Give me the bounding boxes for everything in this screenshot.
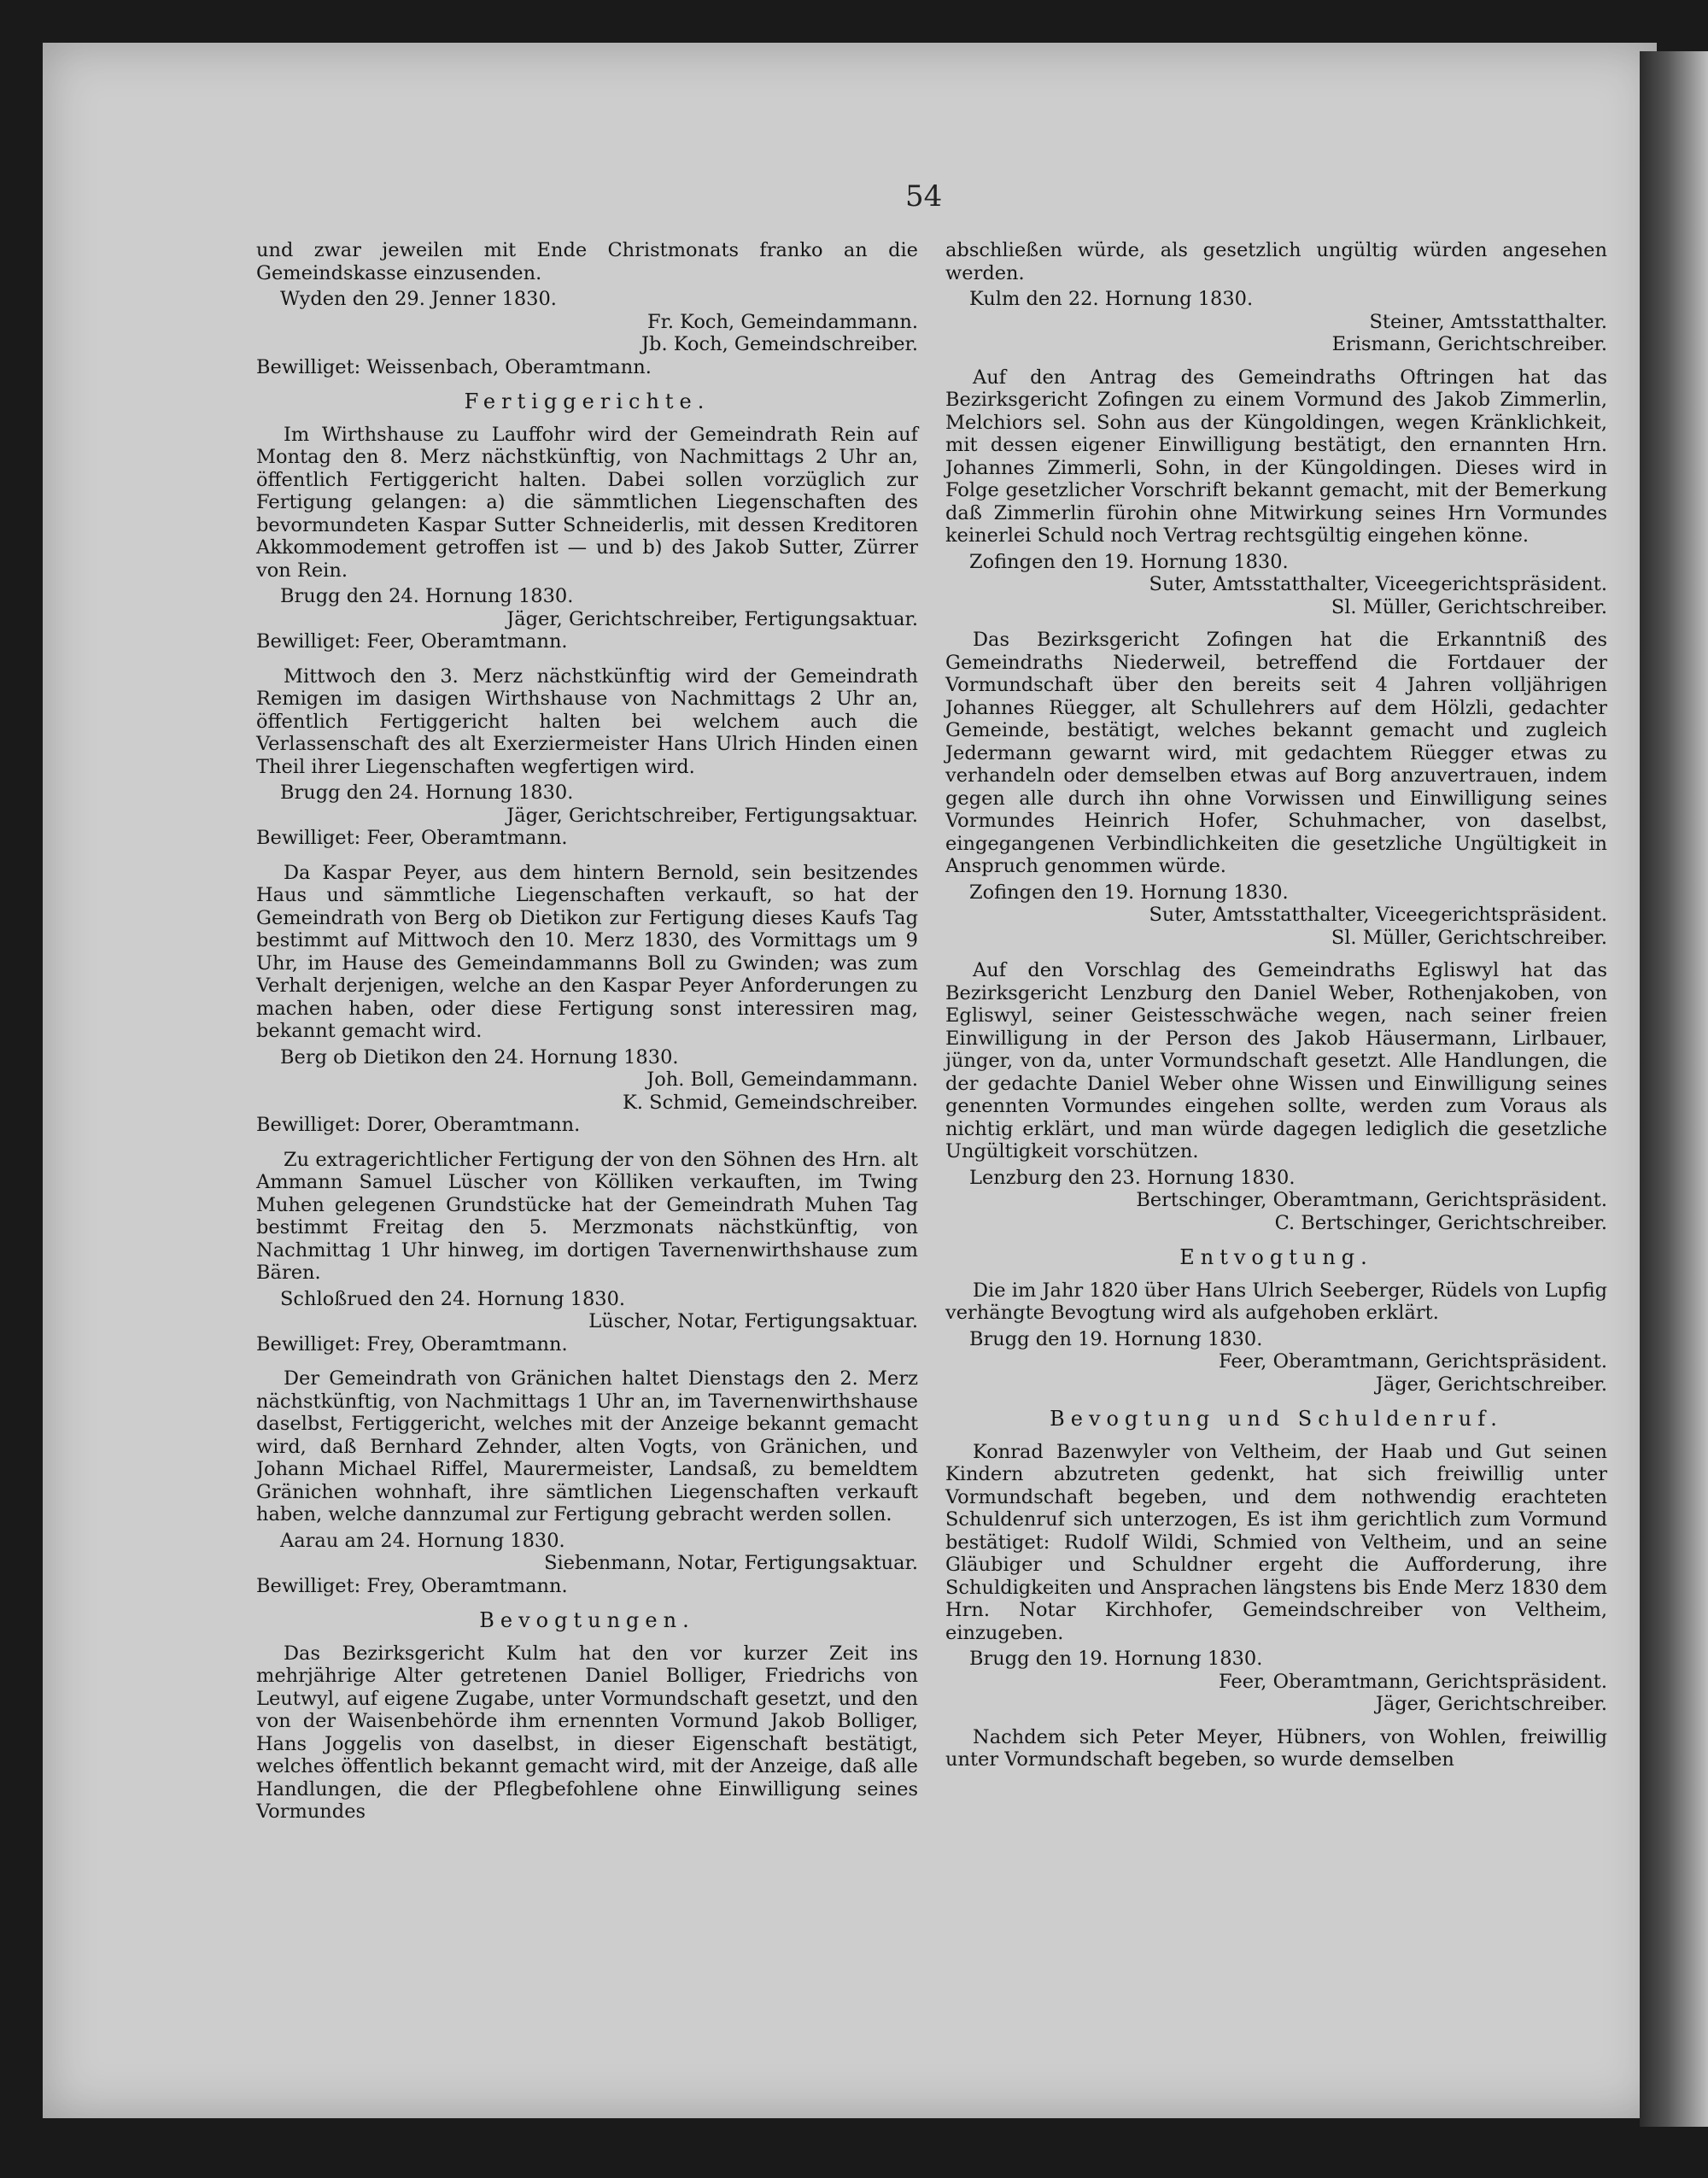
signature-line: Suter, Amtsstatthalter, Viceegerichtspräsident. [1149,904,1607,926]
notice-paragraph: Im Wirthshause zu Lauffohr wird der Gemeindrath Rein auf Montag den 8. Merz nächstkünftig, von Nachmittags 2 Uhr an, öffentlich Fertiggericht halten. Dabei sollen vorzüglich zur Fertigung gelangen: a) die sämmtlichen Liegenschaften des bevormundeten Kaspar Sutter Schneiderlis, mit dessen Kreditoren Akkommodement getroffen ist — und b) des Jakob Sutter, Zürrer von Rein. [256,423,918,582]
place-date-line: Zofingen den 19. Hornung 1830. [969,881,1289,904]
place-date-line: Brugg den 24. Hornung 1830. [280,585,574,607]
signature-line: Siebenmann, Notar, Fertigungsaktuar. [544,1552,918,1574]
notice-paragraph: abschließen würde, als gesetzlich ungültig würden angesehen werden. [945,239,1607,284]
signature-line: Jäger, Gerichtschreiber, Fertigungsaktuar. [506,607,918,630]
signature-line: Jäger, Gerichtschreiber. [1375,1373,1607,1396]
place-date-line: Schloßrued den 24. Hornung 1830. [280,1287,626,1310]
approval-line: Bewilliget: Feer, Oberamtmann. [256,630,568,653]
notice-paragraph: und zwar jeweilen mit Ende Christmonats franko an die Gemeindskasse einzusenden. [256,239,918,284]
signature-line: Feer, Oberamtmann, Gerichtspräsident. [1219,1670,1607,1693]
signature-line: Lüscher, Notar, Fertigungsaktuar. [588,1310,918,1332]
notice-paragraph: Auf den Antrag des Gemeindraths Oftringen hat das Bezirksgericht Zofingen zu einem Vormund des Jakob Zimmerlin, Melchiors sel. Sohn aus der Küngoldingen, wegen Kränklichkeit, mit dessen eigener Einwilligung bestätigt, den ernannten Hrn. Johannes Zimmerli, Sohn, in der Küngoldingen. Dieses wird in Folge gesetzlicher Vorschrift bekannt gemacht, mit der Bemerkung daß Zimmerlin fürohin ohne Mitwirkung seines Hrn Vormundes keinerlei Schuld noch Vertrag rechtsgültig eingehen könne. [945,366,1607,547]
signature-line: Jäger, Gerichtschreiber. [1375,1693,1607,1715]
signature-line: Sl. Müller, Gerichtschreiber. [1331,926,1607,949]
place-date-line: Brugg den 19. Hornung 1830. [969,1648,1263,1670]
place-date-line: Brugg den 24. Hornung 1830. [280,782,574,804]
approval-line: Bewilliget: Frey, Oberamtmann. [256,1574,568,1597]
approval-line: Bewilliget: Dorer, Oberamtmann. [256,1114,581,1136]
notice-paragraph: Das Bezirksgericht Zofingen hat die Erkanntniß des Gemeindraths Niederweil, betreffend die Fortdauer der Vormundschaft über den bereits seit 4 Jahren volljährigen Johannes Rüegger, alt Schullehrers auf dem Hölzli, gedachter Gemeinde, bestätigt, welches bekannt gemacht und zugleich Jedermann gewarnt wird, mit gedachtem Rüegger etwas zu verhandeln oder demselben etwas auf Borg anzuvertrauen, indem gegen alle durch ihn ohne Vorwissen und Einwilligung seines Vormundes Heinrich Hofer, Schuhmacher, von daselbst, eingegangenen Verbindlichkeiten die gesetzliche Ungültigkeit in Anspruch genommen würde. [945,629,1607,877]
place-date-line: Lenzburg den 23. Hornung 1830. [969,1166,1296,1189]
section-heading: Bevogtung und Schuldenruf. [1050,1407,1503,1431]
signature-line: C. Bertschinger, Gerichtschreiber. [1274,1211,1607,1234]
notice-paragraph: Nachdem sich Peter Meyer, Hübners, von Wohlen, freiwillig unter Vormundschaft begeben, so wurde demselben [945,1725,1607,1771]
signature-line: Steiner, Amtsstatthalter. [1369,310,1607,333]
place-date-line: Berg ob Dietikon den 24. Hornung 1830. [280,1045,679,1069]
signature-line: Suter, Amtsstatthalter, Viceegerichtspräsident. [1149,573,1607,595]
signature-line: Sl. Müller, Gerichtschreiber. [1331,595,1607,618]
notice-paragraph: Das Bezirksgericht Kulm hat den vor kurzer Zeit ins mehrjährige Alter getretenen Daniel Bolliger, Friedrichs von Leutwyl, auf eigene Zugabe, unter Vormundschaft gesetzt, und den von der Waisenbehörde ihm ernennten Vormund Jakob Bolliger, Hans Joggelis von daselbst, in dieser Eigenschaft bestätigt, welches öffentlich bekannt gemacht wird, mit der Anzeige, daß alle Handlungen, die der Pflegbefohlene ohne Einwilligung seines Vormundes [256,1642,918,1823]
approval-line: Bewilliget: Weissenbach, Oberamtmann. [256,355,652,378]
signature-line: Jb. Koch, Gemeindschreiber. [641,333,918,355]
signature-line: Erismann, Gerichtschreiber. [1331,333,1607,355]
signature-line: Fr. Koch, Gemeindammann. [646,310,918,333]
notice-paragraph: Die im Jahr 1820 über Hans Ulrich Seeberger, Rüdels von Lupfig verhängte Bevogtung wird als aufgehoben erklärt. [945,1279,1607,1324]
left-column [256,239,918,1827]
right-column [945,239,1607,1775]
signature-line: Bertschinger, Oberamtmann, Gerichtspräsident. [1136,1189,1607,1211]
signature-line: Joh. Boll, Gemeindammann. [646,1069,918,1091]
approval-line: Bewilliget: Feer, Oberamtmann. [256,827,568,849]
notice-paragraph: Da Kaspar Peyer, aus dem hintern Bernold, sein besitzendes Haus und sämmtliche Liegenschaften verkauft, so hat der Gemeindrath von Berg ob Dietikon zur Fertigung dieses Kaufs Tag bestimmt auf Mittwoch den 10. Merz 1830, des Vormittags um 9 Uhr, im Hause des Gemeindammanns Boll zu Gwinden; was zum Verhalt derjenigen, welche an den Kaspar Peyer Anforderungen zu machen haben, oder diese Fertigung sonst interessiren mag, bekannt gemacht wird. [256,861,918,1042]
adjacent-page-edge [1640,51,1708,2127]
spacer [945,1716,1607,1726]
spacer [945,949,1607,959]
signature-line: K. Schmid, Gemeindschreiber. [623,1091,918,1114]
notice-paragraph: Mittwoch den 3. Merz nächstkünftig wird der Gemeindrath Remigen im dasigen Wirthshause von Nachmittags 2 Uhr an, öffentlich Fertiggericht halten bei welchem auch die Verlassenschaft des alt Exerziermeister Hans Ulrich Hinden einen Theil ihrer Liegenschaften wegfertigen wird. [256,665,918,778]
newspaper-page [43,43,1657,2118]
place-date-line: Wyden den 29. Jenner 1830. [280,288,557,310]
spacer [945,618,1607,629]
place-date-line: Kulm den 22. Hornung 1830. [969,288,1254,310]
notice-paragraph: Zu extragerichtlicher Fertigung der von den Söhnen des Hrn. alt Ammann Samuel Lüscher von Kölliken verkauften, im Twing Muhen gelegenen Grundstücke hat der Gemeindrath Muhen Tag bestimmt Freitag den 5. Merzmonats nächstkünftig, von Nachmittag 1 Uhr hinweg, im dortigen Tavernenwirthshause zum Bären. [256,1148,918,1284]
approval-line: Bewilliget: Frey, Oberamtmann. [256,1332,568,1355]
spacer [945,356,1607,366]
notice-paragraph: Der Gemeindrath von Gränichen haltet Dienstags den 2. Merz nächstkünftig, von Nachmittags 1 Uhr an, im Tavernenwirthshause daselbst, Fertiggericht, welches mit der Anzeige bekannt gemacht wird, daß Bernhard Zehnder, alten Vogts, von Gränichen, und Johann Michael Riffel, Maurermeister, Landsaß, zu bemeldtem Gränichen wohnhaft, ihre sämtlichen Liegenschaften verkauft haben, welche dannzumal zur Fertigung gebracht werden sollen. [256,1367,918,1525]
notice-paragraph: Auf den Vorschlag des Gemeindraths Egliswyl hat das Bezirksgericht Lenzburg den Daniel Weber, Rothenjakoben, von Egliswyl, seiner Geistesschwäche wegen, nach seiner freien Einwilligung in der Person des Jakob Häusermann, Lirlbauer, jünger, von da, unter Vormundschaft gesetzt. Alle Handlungen, die der gedachte Daniel Weber ohne Wissen und Einwilligung seines genennten Vormundes eingehen sollte, werden zum Voraus als nichtig erklärt, und man würde dagegen lediglich die gesetzliche Ungültigkeit vorschützen. [945,959,1607,1162]
place-date-line: Brugg den 19. Hornung 1830. [969,1327,1263,1350]
place-date-line: Zofingen den 19. Hornung 1830. [969,550,1289,573]
signature-line: Feer, Oberamtmann, Gerichtspräsident. [1219,1350,1607,1373]
section-heading: Bevogtungen. [479,1608,695,1632]
signature-line: Jäger, Gerichtschreiber, Fertigungsaktuar. [506,804,918,827]
notice-paragraph: Konrad Bazenwyler von Veltheim, der Haab und Gut seinen Kindern abzutreten gedenkt, hat sich freiwillig unter Vormundschaft begeben, und dem nothwendig erachteten Schuldenruf sich unterzogen, Es ist ihm gerichtlich zum Vormund bestätiget: Rudolf Wildi, Schmied von Veltheim, und an seine Gläubiger und Schuldner ergeht die Aufforderung, ihre Schuldigkeiten und Ansprachen längstens bis Ende Merz 1830 dem Hrn. Notar Kirchhofer, Gemeindschreiber von Veltheim, einzugeben. [945,1440,1607,1644]
section-heading: Entvogtung. [1179,1245,1373,1269]
section-heading: Fertiggerichte. [464,389,711,413]
page-number: 54 [905,179,943,214]
place-date-line: Aarau am 24. Hornung 1830. [280,1529,565,1552]
